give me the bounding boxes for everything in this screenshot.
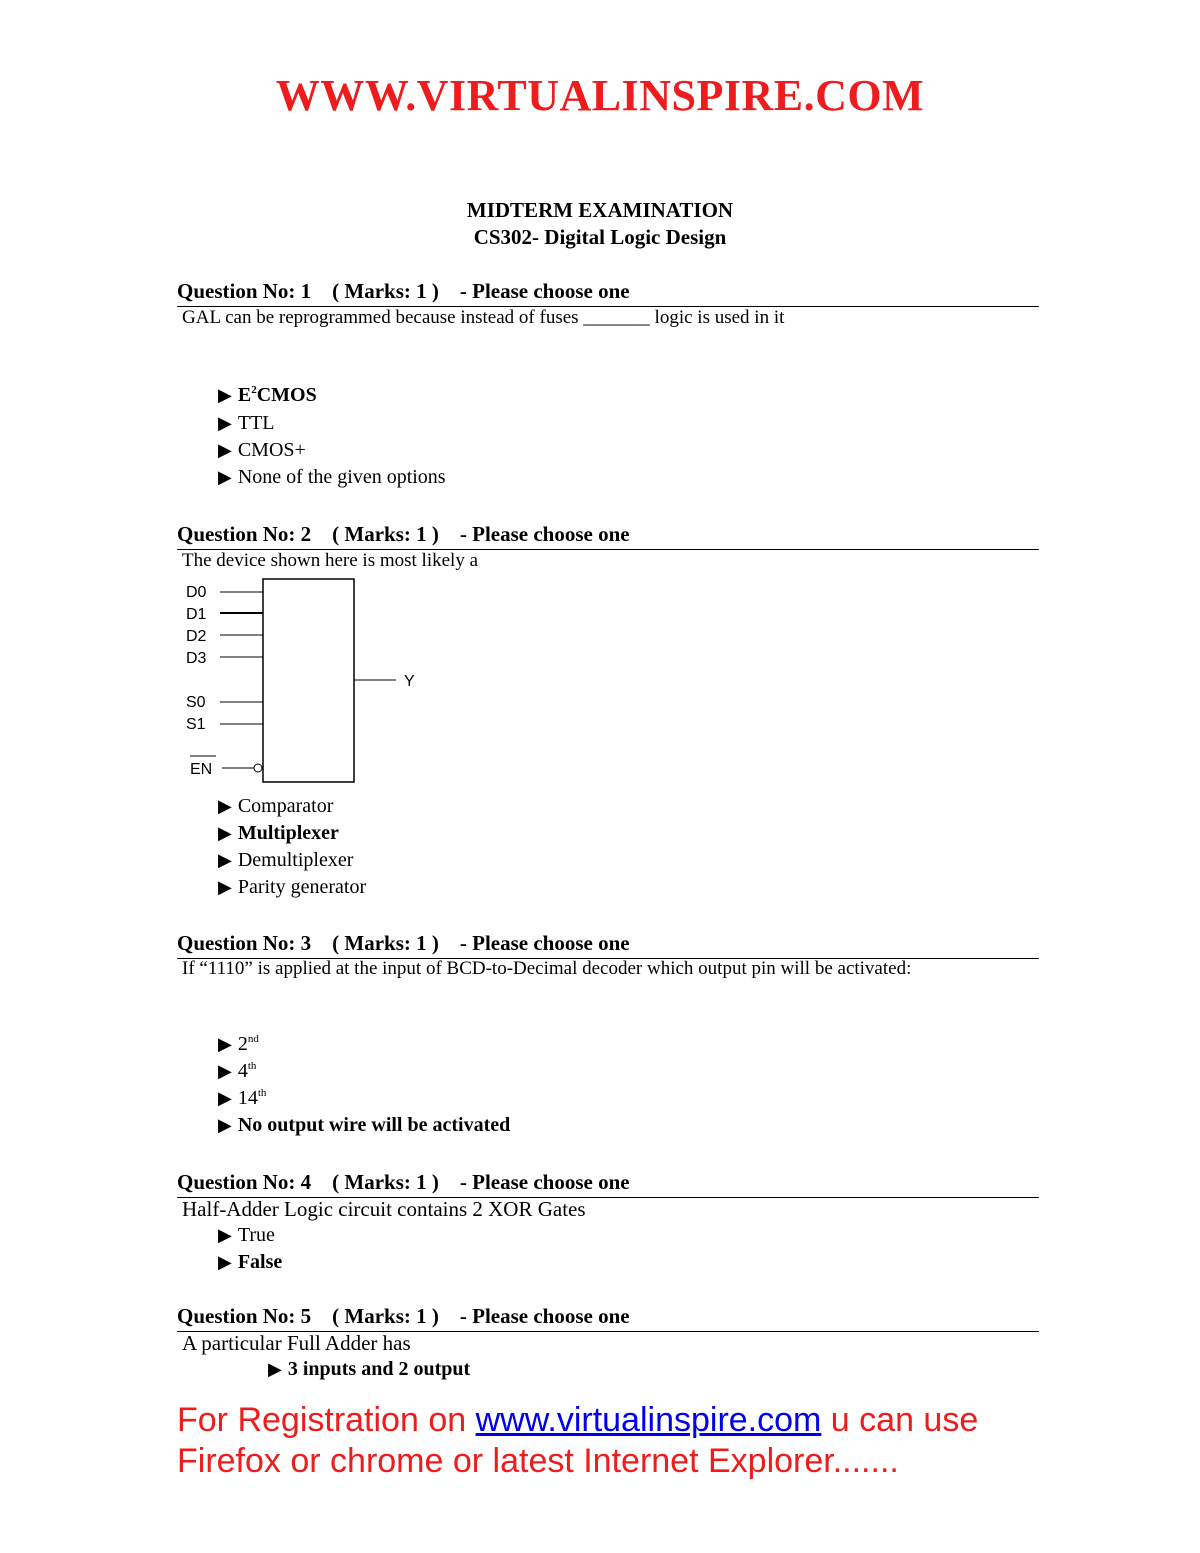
pin-label-d3 (186, 650, 207, 667)
question-3-header: Question No: 3 ( Marks: 1 ) - Please choose one (177, 930, 1039, 959)
question-4-option-2[interactable]: ▶ False (218, 1251, 283, 1273)
svg-text:D3: D3 (186, 650, 207, 667)
exam-title: MIDTERM EXAMINATION (466, 198, 734, 222)
pin-label-s0 (186, 694, 206, 711)
question-5-option-1[interactable]: ▶ 3 inputs and 2 output (268, 1358, 471, 1380)
site-title: WWW.VIRTUALINSPIRE.COM (275, 71, 925, 120)
question-4-text: Half-Adder Logic circuit contains 2 XOR Gates (182, 1197, 586, 1221)
pin-label-d0 (186, 584, 207, 601)
option-arrow-icon: ▶ (218, 850, 232, 870)
pin-label-d1 (186, 606, 207, 623)
option-arrow-icon: ▶ (218, 440, 232, 460)
option-arrow-icon: ▶ (218, 877, 232, 897)
option-arrow-icon: ▶ (218, 1252, 232, 1272)
question-1-option-2[interactable]: ▶ TTL (218, 412, 275, 434)
option-arrow-icon: ▶ (218, 823, 232, 843)
question-5-text: A particular Full Adder has (182, 1331, 411, 1355)
inversion-bubble (254, 764, 262, 772)
svg-text:D2: D2 (186, 628, 207, 645)
question-1-option-4[interactable]: ▶ None of the given options (218, 466, 446, 488)
registration-line-2: Firefox or chrome or latest Internet Explorer....... (177, 1442, 899, 1480)
question-4-option-1[interactable]: ▶ True (218, 1224, 275, 1246)
option-arrow-icon: ▶ (218, 385, 232, 405)
svg-text:S0: S0 (186, 694, 206, 711)
option-arrow-icon: ▶ (218, 1034, 232, 1054)
option-arrow-icon: ▶ (218, 1088, 232, 1108)
question-2-header: Question No: 2 ( Marks: 1 ) - Please choose one (177, 521, 1039, 550)
device-block (263, 579, 354, 782)
option-arrow-icon: ▶ (218, 796, 232, 816)
question-2-option-2[interactable]: ▶ Multiplexer (218, 822, 339, 844)
question-3-option-2[interactable]: ▶ 4th (218, 1060, 257, 1082)
pin-label-s1 (186, 716, 206, 733)
question-3-option-4[interactable]: ▶ No output wire will be activated (218, 1114, 511, 1136)
option-arrow-icon: ▶ (218, 1225, 232, 1245)
question-1-option-1[interactable]: ▶ $E^2CMOS$ (218, 384, 317, 406)
svg-text:D1: D1 (186, 606, 207, 623)
pin-label-d2 (186, 628, 207, 645)
svg-text:Y: Y (404, 673, 415, 690)
question-1-text: GAL can be reprogrammed because instead of fuses _______ logic is used in it (182, 307, 785, 328)
svg-text:D0: D0 (186, 584, 207, 601)
virtualinspire-link[interactable]: www.virtualinspire.com (475, 1401, 822, 1439)
question-3-option-1[interactable]: ▶ 2nd (218, 1033, 259, 1055)
question-2-text: The device shown here is most likely a (182, 550, 479, 571)
registration-note (177, 1400, 978, 1482)
question-5-header: Question No: 5 ( Marks: 1 ) - Please choose one (177, 1303, 1039, 1332)
option-arrow-icon: ▶ (218, 467, 232, 487)
exam-subtitle: CS302- Digital Logic Design (473, 225, 727, 249)
option-arrow-icon: ▶ (218, 1115, 232, 1135)
question-4-header: Question No: 4 ( Marks: 1 ) - Please choose one (177, 1169, 1039, 1198)
question-1-header: Question No: 1 ( Marks: 1 ) - Please choose one (177, 278, 1039, 307)
option-arrow-icon: ▶ (268, 1359, 282, 1379)
pin-label-y (404, 673, 415, 690)
option-arrow-icon: ▶ (218, 413, 232, 433)
question-1-option-3[interactable]: ▶ CMOS+ (218, 439, 306, 461)
question-3-text: If “1110” is applied at the input of BCD-to-Decimal decoder which output pin will be activated: (182, 958, 912, 979)
registration-line-1: For Registration on www.virtualinspire.com u can use (177, 1401, 979, 1439)
multiplexer-diagram (180, 572, 430, 794)
option-arrow-icon: ▶ (218, 1061, 232, 1081)
question-2-option-1[interactable]: ▶ Comparator (218, 795, 334, 817)
question-2-option-3[interactable]: ▶ Demultiplexer (218, 849, 354, 871)
question-3-option-3[interactable]: ▶ 14th (218, 1087, 267, 1109)
question-2-option-4[interactable]: ▶ Parity generator (218, 876, 367, 898)
svg-text:S1: S1 (186, 716, 206, 733)
pin-label-en (190, 756, 216, 778)
svg-text:EN: EN (190, 761, 213, 778)
